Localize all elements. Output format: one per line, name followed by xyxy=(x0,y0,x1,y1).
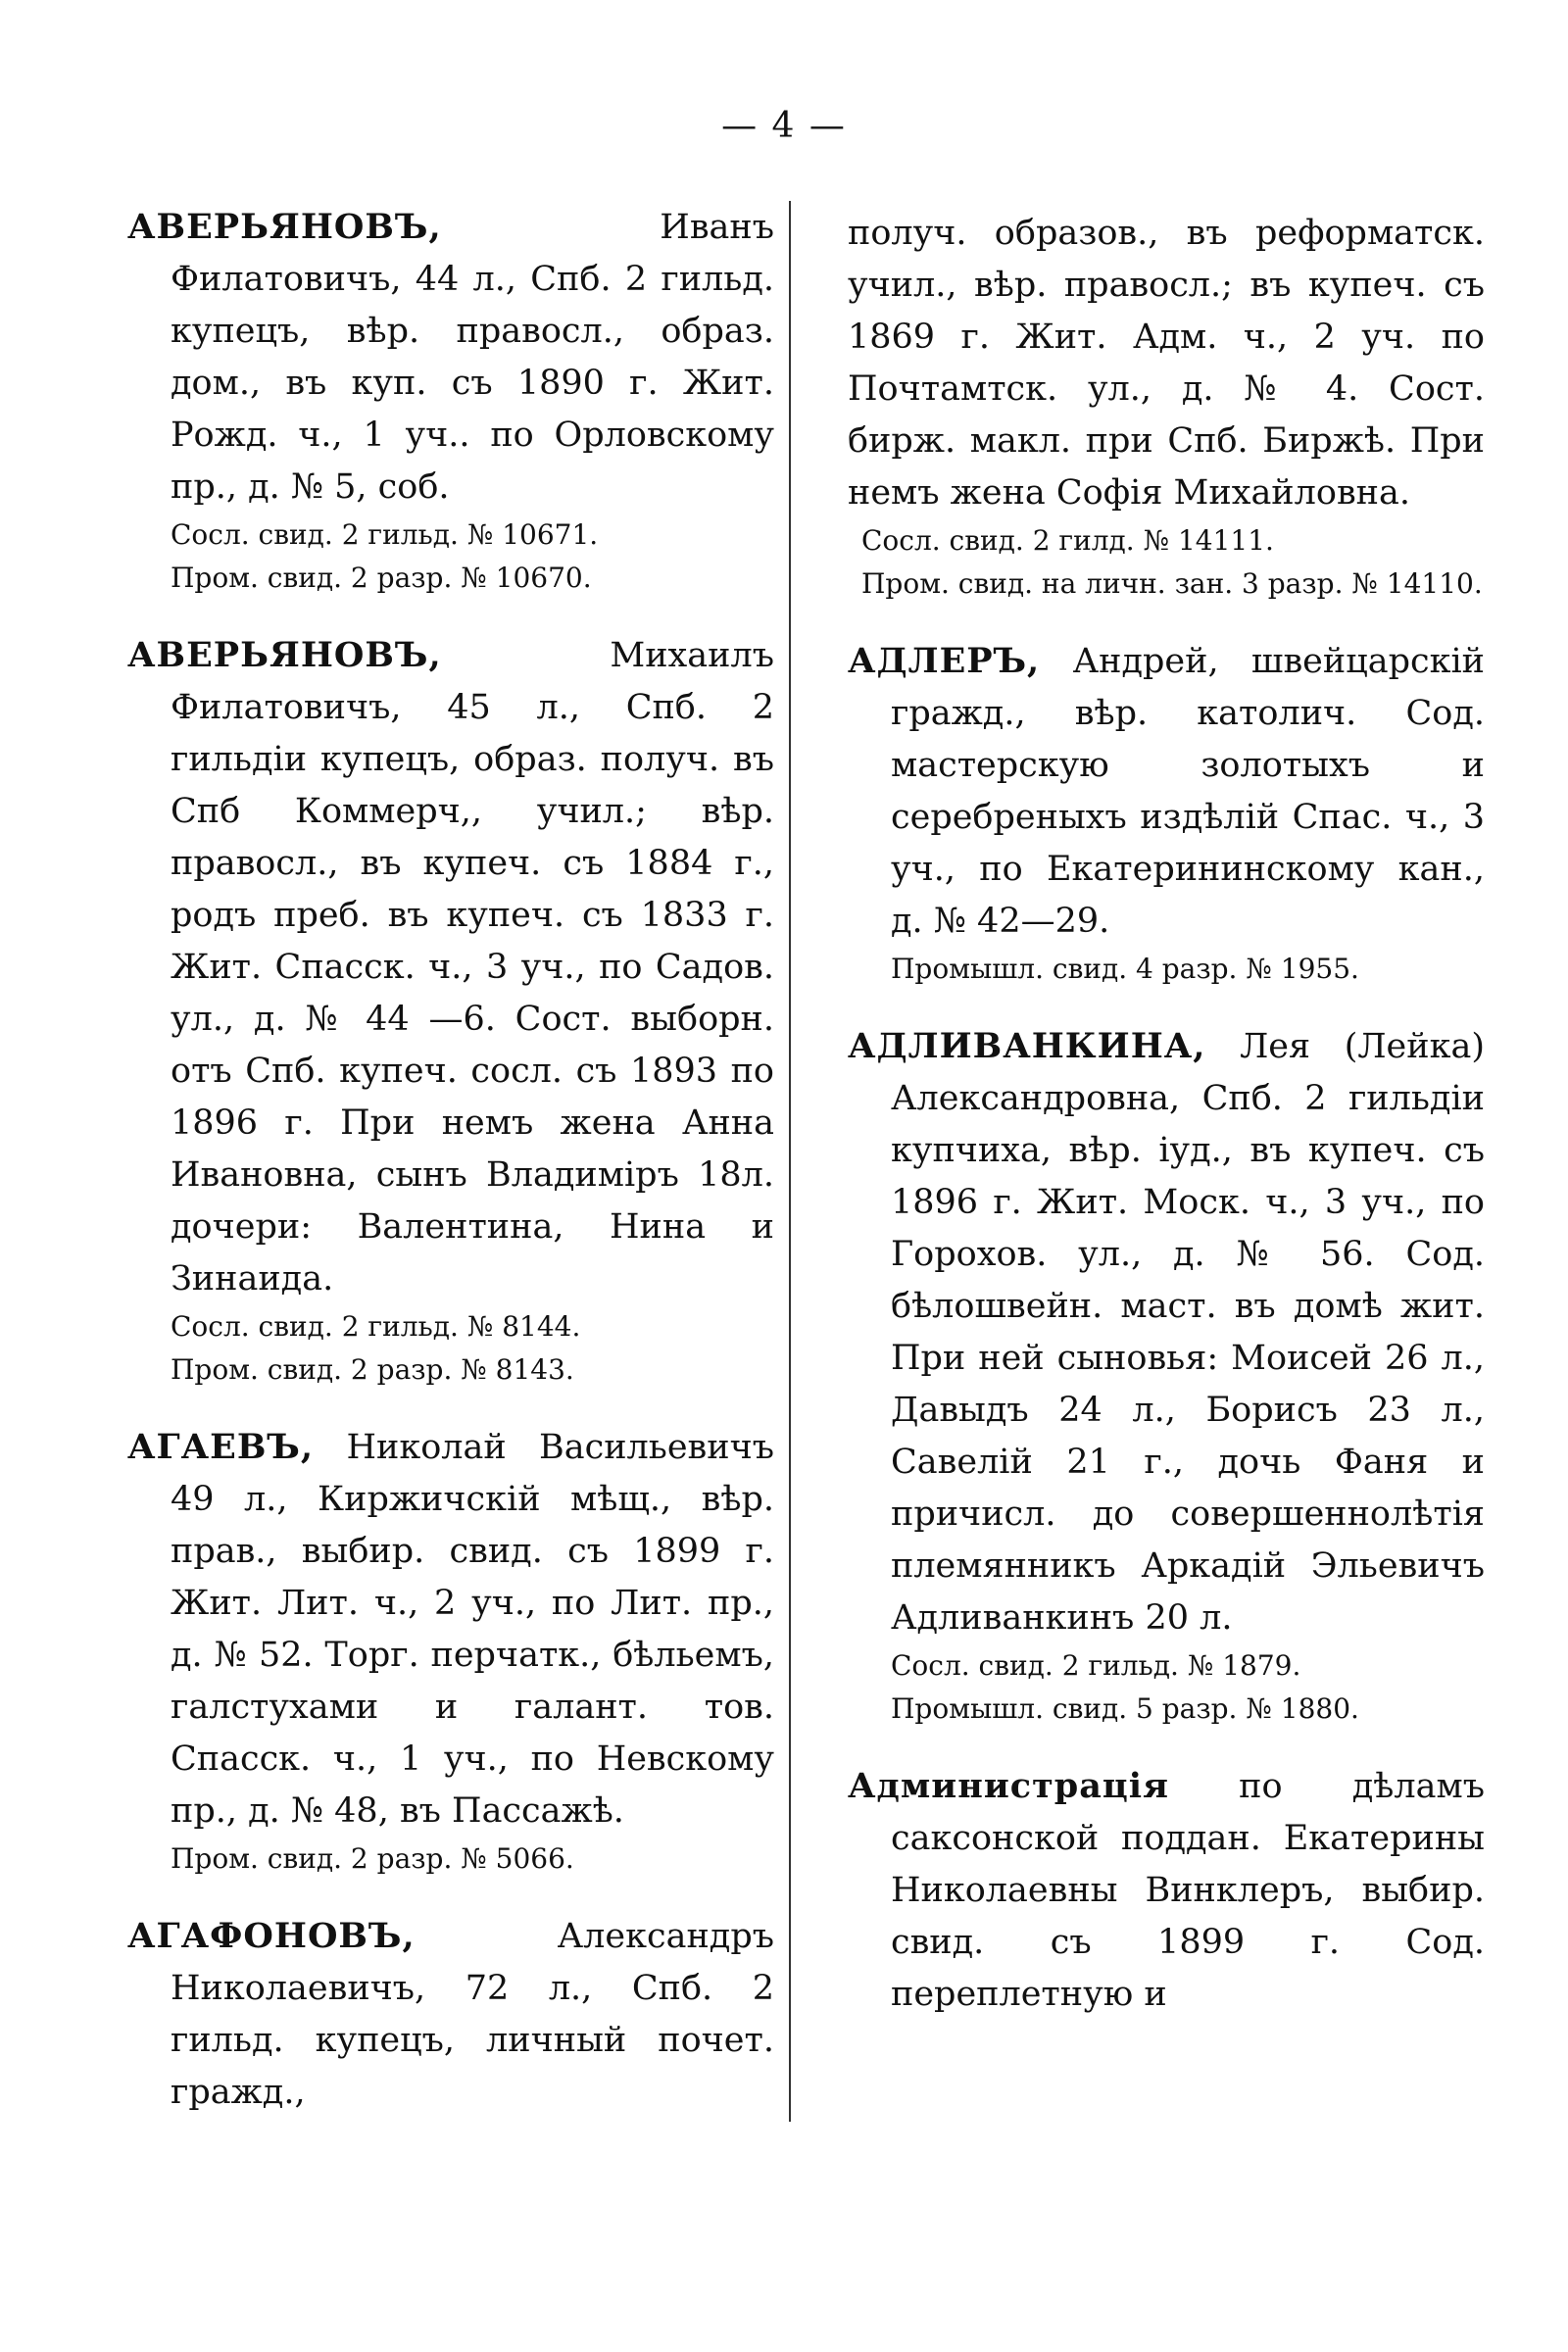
entry-adler xyxy=(848,635,1485,991)
entry-surname: Администрація xyxy=(848,1766,1169,1806)
right-column xyxy=(848,208,1485,2050)
entry-body: Николай Васильевичъ 49 л., Киржичскій мѣщ., вѣр. прав., выбир. свид. съ 1899 г. Жит. Лит. ч., 2 уч., по Лит. пр., д. № 52. Торг. перчатк., бѣльемъ, галстухами и галант. тов. Спасск. ч., 1 уч., по Невскому пр., д. № 48, въ Пассажѣ. xyxy=(171,1428,774,1831)
entry-agafonov xyxy=(127,1910,774,2119)
entry-surname: АДЛЕРЪ, xyxy=(848,641,1041,681)
entry-note: Пром. свид. на личн. зан. 3 разр. № 14110. xyxy=(861,567,1483,600)
entry-surname: АГАЕВЪ, xyxy=(127,1427,315,1467)
left-column xyxy=(127,201,774,2148)
entry-adlivankina xyxy=(848,1020,1485,1731)
entry-body: Александръ Николаевичъ, 72 л., Спб. 2 гильд. купецъ, личный почет. гражд., xyxy=(171,1917,774,2112)
entry-note: Промышл. свид. 4 разр. № 1955. xyxy=(891,953,1359,985)
entry-surname: АВЕРЬЯНОВЪ, xyxy=(127,635,442,675)
entry-note: Пром. свид. 2 разр. № 5066. xyxy=(171,1842,574,1875)
entry-body: Иванъ Филатовичъ, 44 л., Спб. 2 гильд. купецъ, вѣр. правосл., образ. дом., въ куп. съ 1890 г. Жит. Рожд. ч., 1 уч.. по Орловскому пр., д. № 5, соб. xyxy=(171,208,774,507)
page-number: — 4 — xyxy=(721,106,847,146)
entry-note: Сосл. свид. 2 гильд. № 10671. xyxy=(171,518,599,551)
column-divider xyxy=(789,201,791,2122)
entry-averyanov-mikhail xyxy=(127,629,774,1392)
entry-note: Сосл. свид. 2 гильд. № 1879. xyxy=(891,1649,1301,1682)
entry-surname: АДЛИВАНКИНА, xyxy=(848,1026,1206,1066)
entry-body: по дѣламъ саксонской поддан. Екатерины Николаевны Винклеръ, выбир. свид. съ 1899 г. Сод. переплетную и xyxy=(891,1767,1485,2014)
entry-body: Михаилъ Филатовичъ, 45 л., Спб. 2 гильдіи купецъ, образ. получ. въ Спб Коммерч,, учил.; вѣр. правосл., въ купеч. съ 1884 г., родъ преб. въ купеч. съ 1833 г. Жит. Спасск. ч., 3 уч., по Садов. ул., д. № 44 —6. Сост. выборн. отъ Спб. купеч. сосл. съ 1893 по 1896 г. При немъ жена Анна Ивановна, сынъ Владиміръ 18л. дочери: Валентина, Нина и Зинаида. xyxy=(171,636,774,1298)
entry-agaev xyxy=(127,1421,774,1881)
entry-note: Сосл. свид. 2 гильд. № 8144. xyxy=(171,1310,581,1343)
entry-note: Пром. свид. 2 разр. № 8143. xyxy=(171,1353,574,1386)
entry-body: получ. образов., въ реформатск. учил., вѣр. правосл.; въ купеч. съ 1869 г. Жит. Адм. ч., 2 уч. по Почтамтск. ул., д. № 4. Сост. бирж. макл. при Спб. Биржѣ. При немъ жена Софія Михайловна. xyxy=(848,214,1485,513)
entry-administration xyxy=(848,1760,1485,2021)
entry-averyanov-ivan xyxy=(127,201,774,600)
entry-continuation xyxy=(848,208,1485,606)
entry-surname: АВЕРЬЯНОВЪ, xyxy=(127,207,442,247)
entry-note: Сосл. свид. 2 гилд. № 14111. xyxy=(861,524,1274,557)
entry-body: Лея (Лейка) Александровна, Спб. 2 гильдіи купчиха, вѣр. іуд., въ купеч. съ 1896 г. Жит. Моск. ч., 3 уч., по Горохов. ул., д. № 56. Сод. бѣлошвейн. маст. въ домѣ жит. При ней сыновья: Моисей 26 л., Давыдъ 24 л., Борисъ 23 л., Савелій 21 г., дочь Фаня и причисл. до совершеннолѣтія племянникъ Аркадій Эльевичъ Адливанкинъ 20 л. xyxy=(891,1027,1485,1638)
entry-surname: АГАФОНОВЪ, xyxy=(127,1916,416,1956)
entry-note: Пром. свид. 2 разр. № 10670. xyxy=(171,562,592,594)
entry-note: Промышл. свид. 5 разр. № 1880. xyxy=(891,1692,1359,1725)
entry-body: Андрей, швейцарскій гражд., вѣр. католич. Сод. мастерскую золотыхъ и серебреныхъ издѣлій Спас. ч., 3 уч., по Екатерининскому кан., д. № 42—29. xyxy=(891,642,1485,941)
